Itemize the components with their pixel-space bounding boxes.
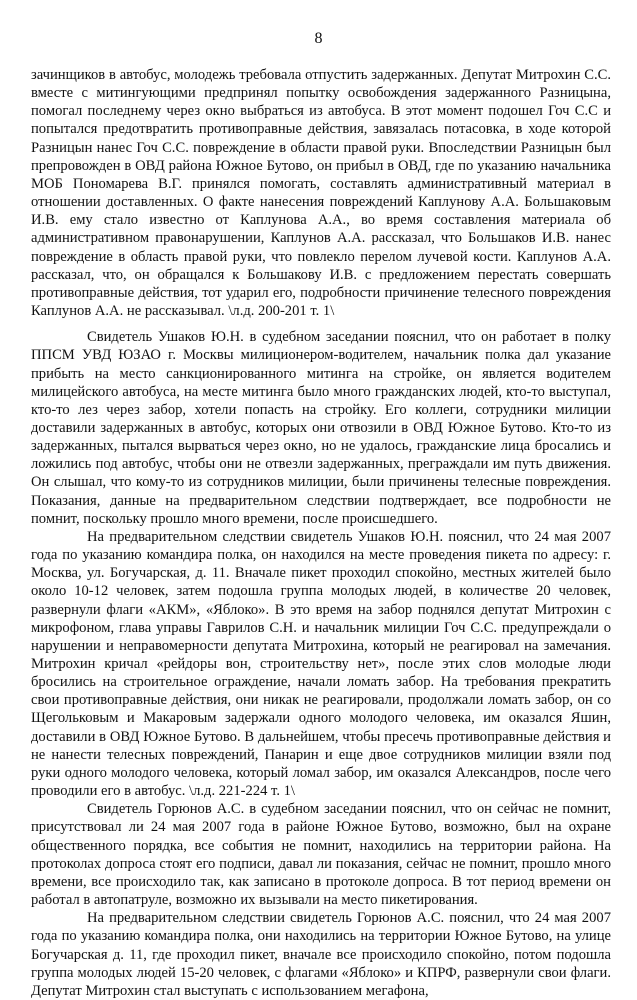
page-number: 8 <box>314 30 323 47</box>
paragraph-ushakov-court-testimony: Свидетель Ушаков Ю.Н. в судебном заседании пояснил, что он работает в полку ППСМ УВД ЮЗАО г. Москвы милиционером-водителем, начальник полка дал указание прибыть на место санкционированного митинга на стройке, он является водителем милицейского автобуса, на месте митинга было много гражданских людей, кто-то выступал, кто-то лез через забор, хотели попасть на стройку. Его коллеги, сотрудники милиции доставили задержанных в автобус, которых они отвозили в ОВД Южное Бутово. Кто-то из задержанных, пытался вырваться через окно, но не удалось, гражданские лица бросались и ложились под автобус, чтобы они не отвезли задержанных, преграждали им путь движения. Он слышал, что кому-то из сотрудников милиции, были причинены телесные повреждения. Показания, данные на предварительном следствии подтверждает, все подробности не помнит, поскольку прошло много времени, после происшедшего. <box>31 329 611 527</box>
paragraph-ushakov-pretrial-testimony: На предварительном следствии свидетель Ушаков Ю.Н. пояснил, что 24 мая 2007 года по указанию командира полка, он находился на месте проведения пикета по адресу: г. Москва, ул. Богучарская, д. 11. Вначале пикет проходил спокойно, местных жителей было около 10-12 человек, затем подошла группа молодых людей, в количестве 20 человек, развернули флаги «АКМ», «Яблоко». В это время на забор поднялся депутат Митрохин с микрофоном, глава управы Гаврилов С.Н. и начальник милиции Гоч С.С. предупреждали о нарушении и неправомерности депутата Митрохина, который не реагировал на замечания. Митрохин кричал «рейдоры вон, строительству нет», после этих слов молодые люди бросились на строительное ограждение, начали ломать забор. На требования прекратить свои противоправные действия, они никак не реагировали, продолжали ломать забор, он со Щегольковым и Макаровым задержали одного молодого человека, им оказался Яшин, доставили в ОВД Южное Бутово. В дальнейшем, чтобы пресечь противоправные действия и не нанести телесных повреждений, Панарин и еще двое сотрудников милиции взяли под руки одного молодого человека, который ломал забор, им оказался Александров, после чего проводили его в автобус. \л.д. 221-224 т. 1\ <box>31 528 611 800</box>
document-body <box>31 66 611 1000</box>
paragraph-goryunov-pretrial-testimony: На предварительном следствии свидетель Горюнов А.С. пояснил, что 24 мая 2007 года по указанию командира полка, они находились на территории Южное Бутово, на улице Богучарская д. 11, где проходил пикет, вначале все происходило спокойно, потом подошла группа молодых людей 15-20 человек, с флагами «Яблоко» и КПРФ, развернули свои флаги. Депутат Митрохин стал выступать с использованием мегафона, <box>31 910 611 999</box>
paragraph-goryunov-court-testimony: Свидетель Горюнов А.С. в судебном заседании пояснил, что он сейчас не помнит, присутствовал ли 24 мая 2007 года в районе Южное Бутово, возможно, был на охране общественного порядка, все события не помнит, находились на территории района. На протоколах допроса стоят его подписи, давал ли показания, сейчас не помнит, прошло много времени, все происходило так, как записано в протоколе допроса. В тот период времени он работал в автопатруле, возможно их вызывали на место пикетирования. <box>31 801 611 909</box>
paragraph-continuation: зачинщиков в автобус, молодежь требовала отпустить задержанных. Депутат Митрохин С.С. вместе с митингующими предпринял попытку освобождения задержанного Разницына, помогал последнему через окно выбраться из автобуса. В этот момент подошел Гоч С.С и попытался предотвратить противоправные действия, завязалась потасовка, в ходе которой Разницын нанес Гоч С.С. повреждение в области правой руки. Впоследствии Разницын был препровожден в ОВД района Южное Бутово, он прибыл в ОВД, где по указанию начальника МОБ Пономарева В.Г. принялся помогать, составлять административный материал в отношении доставленных. О факте нанесения повреждений Каплунову А.А. Большаковым И.В. ему стало известно от Каплунова А.А., во время составления материала об административном правонарушении, Каплунов А.А. рассказал, что Большаков И.В. нанес повреждение в область правой руки, что повлекло перелом лучевой кости. Каплунов А.А. рассказал, что, он обращался к Большакову И.В. с предложением перестать совершать противоправные действия, тот ударил его, подробности причинение телесного повреждения Каплунов А.А. не рассказывал. \л.д. 200-201 т. 1\ <box>31 67 611 320</box>
